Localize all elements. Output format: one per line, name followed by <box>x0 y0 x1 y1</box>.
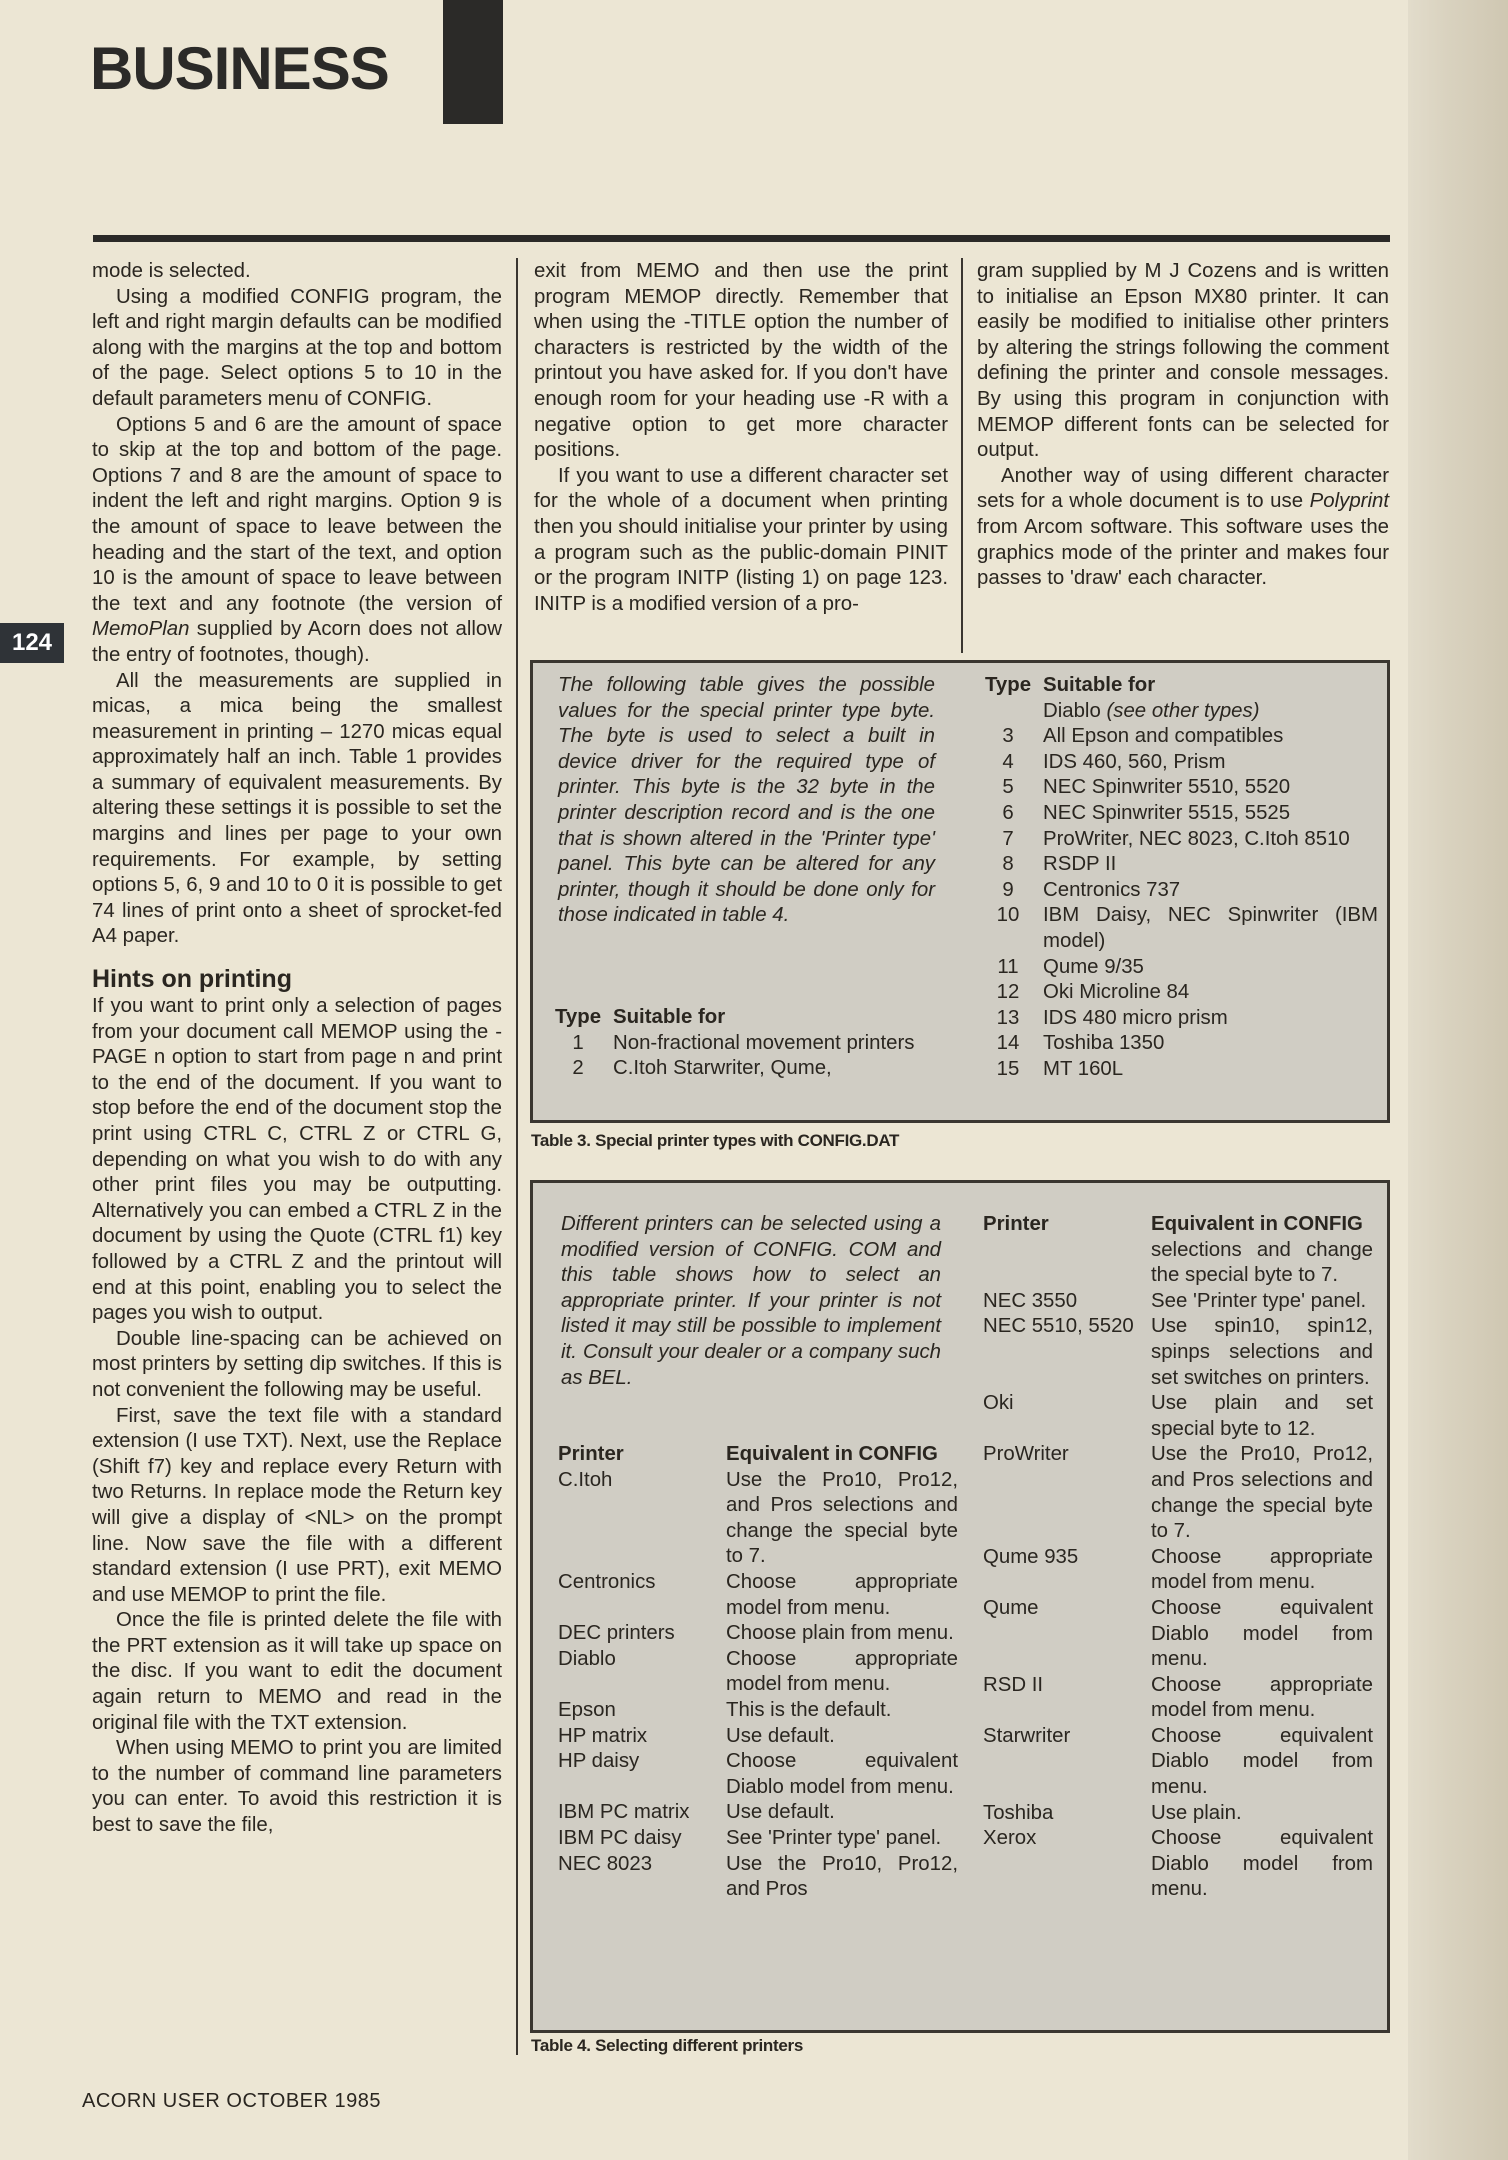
paragraph: If you want to print only a selection of pages from your document call MEMOP using the -PAGE n option to start from page n and print to the end of the document. If you want to stop before the end of the document stop the print using CTRL C, CTRL Z or CTRL G, depending on what you wish to do with any other print files you may be outputting. Alternatively you can embed a CTRL Z in the document by using the Quote (CTRL f1) key followed by a CTRL Z and the printout will end at this point, enabling you to select the pages you wish to output. <box>92 995 502 1325</box>
suitable-cell <box>1043 878 1378 904</box>
equivalent-cell: Choose equivalent Diablo model from menu. <box>1151 1724 1373 1799</box>
equivalent-cell: Use the Pro10, Pro12, and Pros selections and change the special byte to 7. <box>1151 1443 1373 1543</box>
paragraph: If you want to use a different character set for the whole of a document when printing then you should initialise your printer by using a program such as the public-domain PINIT or the program INITP (listing 1) on page 123. INITP is a modified version of a pro- <box>534 464 948 615</box>
equivalent-cell: Choose equivalent Diablo model from menu. <box>1151 1596 1373 1671</box>
type-cell: 6 <box>1002 801 1014 824</box>
table-4-left <box>558 1442 958 1903</box>
paragraph: Using a modified CONFIG program, the left and right margin defaults can be modified along with the margins at the top and bottom of the page. Select options 5 to 10 in the default parameters menu of CONFIG. <box>92 285 502 410</box>
type-cell: 11 <box>997 955 1019 978</box>
italic-title: MemoPlan <box>92 618 190 641</box>
equivalent-cell: Choose appropriate model from menu. <box>1151 1673 1373 1722</box>
equivalent-cell: See 'Printer type' panel. <box>1151 1289 1367 1312</box>
section-title: BUSINESS <box>90 35 389 102</box>
printer-cell: NEC 5510, 5520 <box>983 1315 1134 1338</box>
table-4-right <box>983 1212 1373 1903</box>
suitable-text: IDS 460, 560, Prism <box>1043 750 1226 773</box>
paragraph: exit from MEMO and then use the print program MEMOP directly. Remember that when using the -TITLE option the number of characters is restricted by the width of the printout you have asked for. If you don't have enough room for your heading use -R with a negative option to get more character positions. <box>534 260 948 462</box>
suitable-cell <box>1043 750 1378 776</box>
table-row <box>983 1801 1373 1827</box>
printer-cell: Starwriter <box>983 1724 1071 1747</box>
suitable-text: ProWriter, NEC 8023, C.Itoh 8510 <box>1043 827 1350 850</box>
table-3-intro: The following table gives the possible values for the special printer type byte. The byte is used to select a built in device driver for the required type of printer. This byte is the 32 byte in the printer description record and is the one that is shown altered in the 'Printer type' panel. This byte can be altered for any printer, though it should be done only for those indicated in table 4. <box>558 674 935 927</box>
printer-cell: ProWriter <box>983 1443 1069 1466</box>
equivalent-cell: Use default. <box>726 1801 835 1824</box>
page-number-tab: 124 <box>0 623 64 663</box>
table-row <box>973 827 1378 853</box>
paragraph: Double line-spacing can be achieved on most printers by setting dip switches. If this is not convenient the following may be useful. <box>92 1327 502 1401</box>
column-divider <box>961 258 963 653</box>
suitable-cell <box>1043 980 1378 1006</box>
suitable-note: (see other types) <box>1106 699 1260 722</box>
column-1 <box>92 259 502 1839</box>
printer-cell: Toshiba <box>983 1801 1054 1824</box>
printer-cell <box>983 1238 1151 1289</box>
suitable-text: Qume 9/35 <box>1043 955 1144 978</box>
column-header: Suitable for <box>613 1006 726 1028</box>
type-cell: 1 <box>572 1031 584 1054</box>
column-header: Type <box>554 1006 602 1028</box>
suitable-text: Oki Microline 84 <box>1043 981 1190 1004</box>
paragraph: Another way of using different character sets for a whole document is to use Polyprint from Arcom software. This software uses the graphics mode of the printer and makes four passes to 'draw' each character. <box>977 464 1389 590</box>
printer-cell: Qume 935 <box>983 1545 1079 1568</box>
printer-cell: Oki <box>983 1392 1014 1415</box>
table-row <box>973 750 1378 776</box>
type-cell <box>973 699 1043 725</box>
column-header: Equivalent in CONFIG <box>726 1443 938 1465</box>
type-cell: 3 <box>1002 725 1014 748</box>
suitable-cell <box>1043 827 1378 853</box>
printer-cell: Xerox <box>983 1827 1037 1850</box>
equivalent-cell: This is the default. <box>726 1698 892 1721</box>
equivalent-cell: Choose equivalent Diablo model from menu. <box>726 1750 958 1798</box>
suitable-text: MT 160L <box>1043 1057 1124 1080</box>
equivalent-cell: Choose appropriate model from menu. <box>726 1570 958 1619</box>
paragraph: When using MEMO to print you are limited to the number of command line parameters you can enter. To avoid this restriction it is best to save the file, <box>92 1737 502 1837</box>
equivalent-cell: Use the Pro10, Pro12, and Pros <box>726 1852 958 1901</box>
table-row <box>973 699 1378 725</box>
suitable-text: IBM Daisy, NEC Spinwriter (IBM model) <box>1043 904 1378 952</box>
column-header: Printer <box>983 1213 1049 1235</box>
header-black-block <box>443 0 503 124</box>
suitable-text: Centronics 737 <box>1043 878 1181 901</box>
suitable-cell <box>613 1056 938 1082</box>
table-row <box>558 1647 958 1698</box>
equivalent-cell: selections and change the special byte to 7. <box>1151 1238 1373 1287</box>
suitable-cell <box>1043 724 1378 750</box>
suitable-cell <box>1043 801 1378 827</box>
table-row <box>983 1391 1373 1442</box>
suitable-cell <box>1043 1031 1378 1057</box>
printer-cell: Qume <box>983 1596 1039 1619</box>
type-cell: 4 <box>1002 750 1014 773</box>
suitable-cell <box>1043 775 1378 801</box>
column-header: Printer <box>558 1443 624 1465</box>
printer-cell: RSD II <box>983 1673 1044 1696</box>
table-row <box>983 1673 1373 1724</box>
suitable-cell <box>1043 852 1378 878</box>
suitable-text: Diablo <box>1043 699 1101 722</box>
suitable-text: Toshiba 1350 <box>1043 1032 1165 1055</box>
type-cell: 7 <box>1002 827 1014 850</box>
suitable-cell <box>613 1031 938 1057</box>
suitable-text: NEC Spinwriter 5515, 5525 <box>1043 801 1291 824</box>
column-header: Type <box>984 674 1032 696</box>
table-row <box>973 775 1378 801</box>
printer-cell: IBM PC matrix <box>558 1801 690 1824</box>
table-3-left <box>543 1005 938 1082</box>
suitable-cell <box>1043 1057 1378 1083</box>
column-3 <box>977 259 1389 592</box>
column-header: Suitable for <box>1043 674 1156 696</box>
suitable-text: RSDP II <box>1043 853 1117 876</box>
equivalent-cell: Use default. <box>726 1724 835 1747</box>
printer-cell: IBM PC daisy <box>558 1826 682 1849</box>
type-cell: 12 <box>996 981 1020 1004</box>
printer-cell: C.Itoh <box>558 1468 613 1491</box>
equivalent-cell: Use spin10, spin12, spinps selections and set switches on printers. <box>1151 1315 1373 1389</box>
paragraph: gram supplied by M J Cozens and is written to initialise an Epson MX80 printer. It can easily be modified to initialise other printers by altering the strings following the comment defining the printer and console messages. By using this program in conjunction with MEMOP different fonts can be selected for output. <box>977 260 1389 462</box>
equivalent-cell: Use plain. <box>1151 1801 1242 1824</box>
table-row <box>983 1826 1373 1903</box>
table-row <box>543 1031 938 1057</box>
printer-cell: DEC printers <box>558 1622 675 1645</box>
table-row <box>983 1442 1373 1544</box>
printer-cell: NEC 8023 <box>558 1852 653 1875</box>
equivalent-cell: Choose appropriate model from menu. <box>1151 1545 1373 1594</box>
type-cell: 2 <box>572 1057 584 1080</box>
table-row <box>973 903 1378 954</box>
table-header <box>983 1212 1373 1238</box>
page-spine-shadow <box>1408 0 1508 2160</box>
paragraph: First, save the text file with a standard extension (I use TXT). Next, use the Replace (Shift f7) key and replace every Return with two Returns. In replace mode the Return key will give a display of <NL> on the prompt line. Now save the file with a different standard extension (I use PRT), exit MEMO and use MEMOP to print the file. <box>92 1404 502 1606</box>
column-2 <box>534 259 948 617</box>
footer-text: ACORN USER OCTOBER 1985 <box>82 2090 381 2112</box>
equivalent-cell: Use the Pro10, Pro12, and Pros selections and change the special byte to 7. <box>726 1468 958 1568</box>
table-row <box>983 1545 1373 1596</box>
suitable-cell <box>1043 699 1378 725</box>
table-row <box>558 1468 958 1570</box>
table-row <box>558 1800 958 1826</box>
equivalent-cell: Choose appropriate model from menu. <box>726 1647 958 1696</box>
table-row <box>973 801 1378 827</box>
column-divider <box>516 258 518 2055</box>
suitable-text: All Epson and compatibles <box>1043 725 1284 748</box>
table-row <box>983 1314 1373 1391</box>
printer-cell: Epson <box>558 1698 616 1721</box>
table-4-box <box>530 1180 1390 2033</box>
type-cell: 9 <box>1002 878 1014 901</box>
table-row <box>983 1289 1373 1315</box>
printer-cell: Diablo <box>558 1647 616 1670</box>
type-cell: 14 <box>996 1032 1020 1055</box>
table-row <box>558 1698 958 1724</box>
table-row <box>558 1621 958 1647</box>
printer-cell: HP matrix <box>558 1724 648 1747</box>
paragraph: All the measurements are supplied in micas, a mica being the smallest measurement in printing – 1270 micas equal approximately half an inch. Table 1 provides a summary of equivalent measurements. By altering these settings it is possible to set the margins and lines per page to your own requirements. For example, by setting options 5, 6, 9 and 10 to 0 it is possible to get 74 lines of print onto a sheet of sprocket-fed A4 paper. <box>92 669 502 948</box>
equivalent-cell: Choose equivalent Diablo model from menu. <box>1151 1827 1373 1901</box>
column-header: Equivalent in CONFIG <box>1151 1213 1363 1235</box>
table-row <box>983 1238 1373 1289</box>
type-cell: 13 <box>996 1006 1020 1029</box>
table-3-caption: Table 3. Special printer types with CONFIG.DAT <box>531 1131 900 1150</box>
equivalent-cell: Choose plain from menu. <box>726 1622 954 1645</box>
suitable-text: Non-fractional movement printers <box>613 1031 915 1054</box>
suitable-text: IDS 480 micro prism <box>1043 1006 1228 1029</box>
table-row <box>983 1596 1373 1673</box>
header-rule <box>93 235 1390 242</box>
printer-cell: Centronics <box>558 1570 656 1593</box>
table-row <box>983 1724 1373 1801</box>
table-row <box>543 1056 938 1082</box>
printer-cell: NEC 3550 <box>983 1289 1078 1312</box>
suitable-cell <box>1043 903 1378 954</box>
table-row <box>558 1570 958 1621</box>
paragraph: mode is selected. <box>92 260 251 282</box>
table-row <box>973 852 1378 878</box>
table-4-intro: Different printers can be selected using a modified version of CONFIG. COM and this table shows how to select an appropriate printer. If your printer is not listed it may still be possible to implement it. Consult your dealer or a company such as BEL. <box>561 1213 941 1389</box>
table-row <box>558 1852 958 1903</box>
type-cell: 15 <box>996 1057 1020 1080</box>
paragraph: Options 5 and 6 are the amount of space to skip at the top and bottom of the page. Options 7 and 8 are the amount of space to indent the left and right margins. Option 9 is the amount of space to leave between the heading and the start of the text, and option 10 is the amount of space to leave between the text and any footnote (the version of MemoPlan supplied by Acorn does not allow the entry of footnotes, though). <box>92 413 502 666</box>
table-row <box>558 1749 958 1800</box>
table-row <box>973 980 1378 1006</box>
type-cell: 8 <box>1002 853 1014 876</box>
table-row <box>973 955 1378 981</box>
suitable-cell <box>1043 955 1378 981</box>
equivalent-cell: Use plain and set special byte to 12. <box>1151 1392 1373 1440</box>
paragraph: Once the file is printed delete the file with the PRT extension as it will take up space on the disc. If you want to edit the document again return to MEMO and read in the original file with the TXT extension. <box>92 1609 502 1734</box>
table-3-box <box>530 660 1390 1123</box>
table-row <box>973 1057 1378 1083</box>
suitable-text: NEC Spinwriter 5510, 5520 <box>1043 776 1291 799</box>
table-row <box>558 1724 958 1750</box>
type-cell: 10 <box>996 904 1020 927</box>
table-header <box>543 1005 938 1031</box>
table-header <box>973 673 1378 699</box>
suitable-cell <box>1043 1006 1378 1032</box>
suitable-text: C.Itoh Starwriter, Qume, <box>613 1057 832 1080</box>
table-4-caption: Table 4. Selecting different printers <box>531 2036 803 2055</box>
printer-cell: HP daisy <box>558 1750 640 1773</box>
table-row <box>973 1006 1378 1032</box>
table-header <box>558 1442 958 1468</box>
table-3-right <box>973 673 1378 1083</box>
type-cell: 5 <box>1002 776 1014 799</box>
table-row <box>973 1031 1378 1057</box>
table-row <box>973 724 1378 750</box>
table-row <box>973 878 1378 904</box>
equivalent-cell: See 'Printer type' panel. <box>726 1826 942 1849</box>
subheading: Hints on printing <box>92 965 292 994</box>
table-row <box>558 1826 958 1852</box>
italic-title: Polyprint <box>1309 490 1389 513</box>
